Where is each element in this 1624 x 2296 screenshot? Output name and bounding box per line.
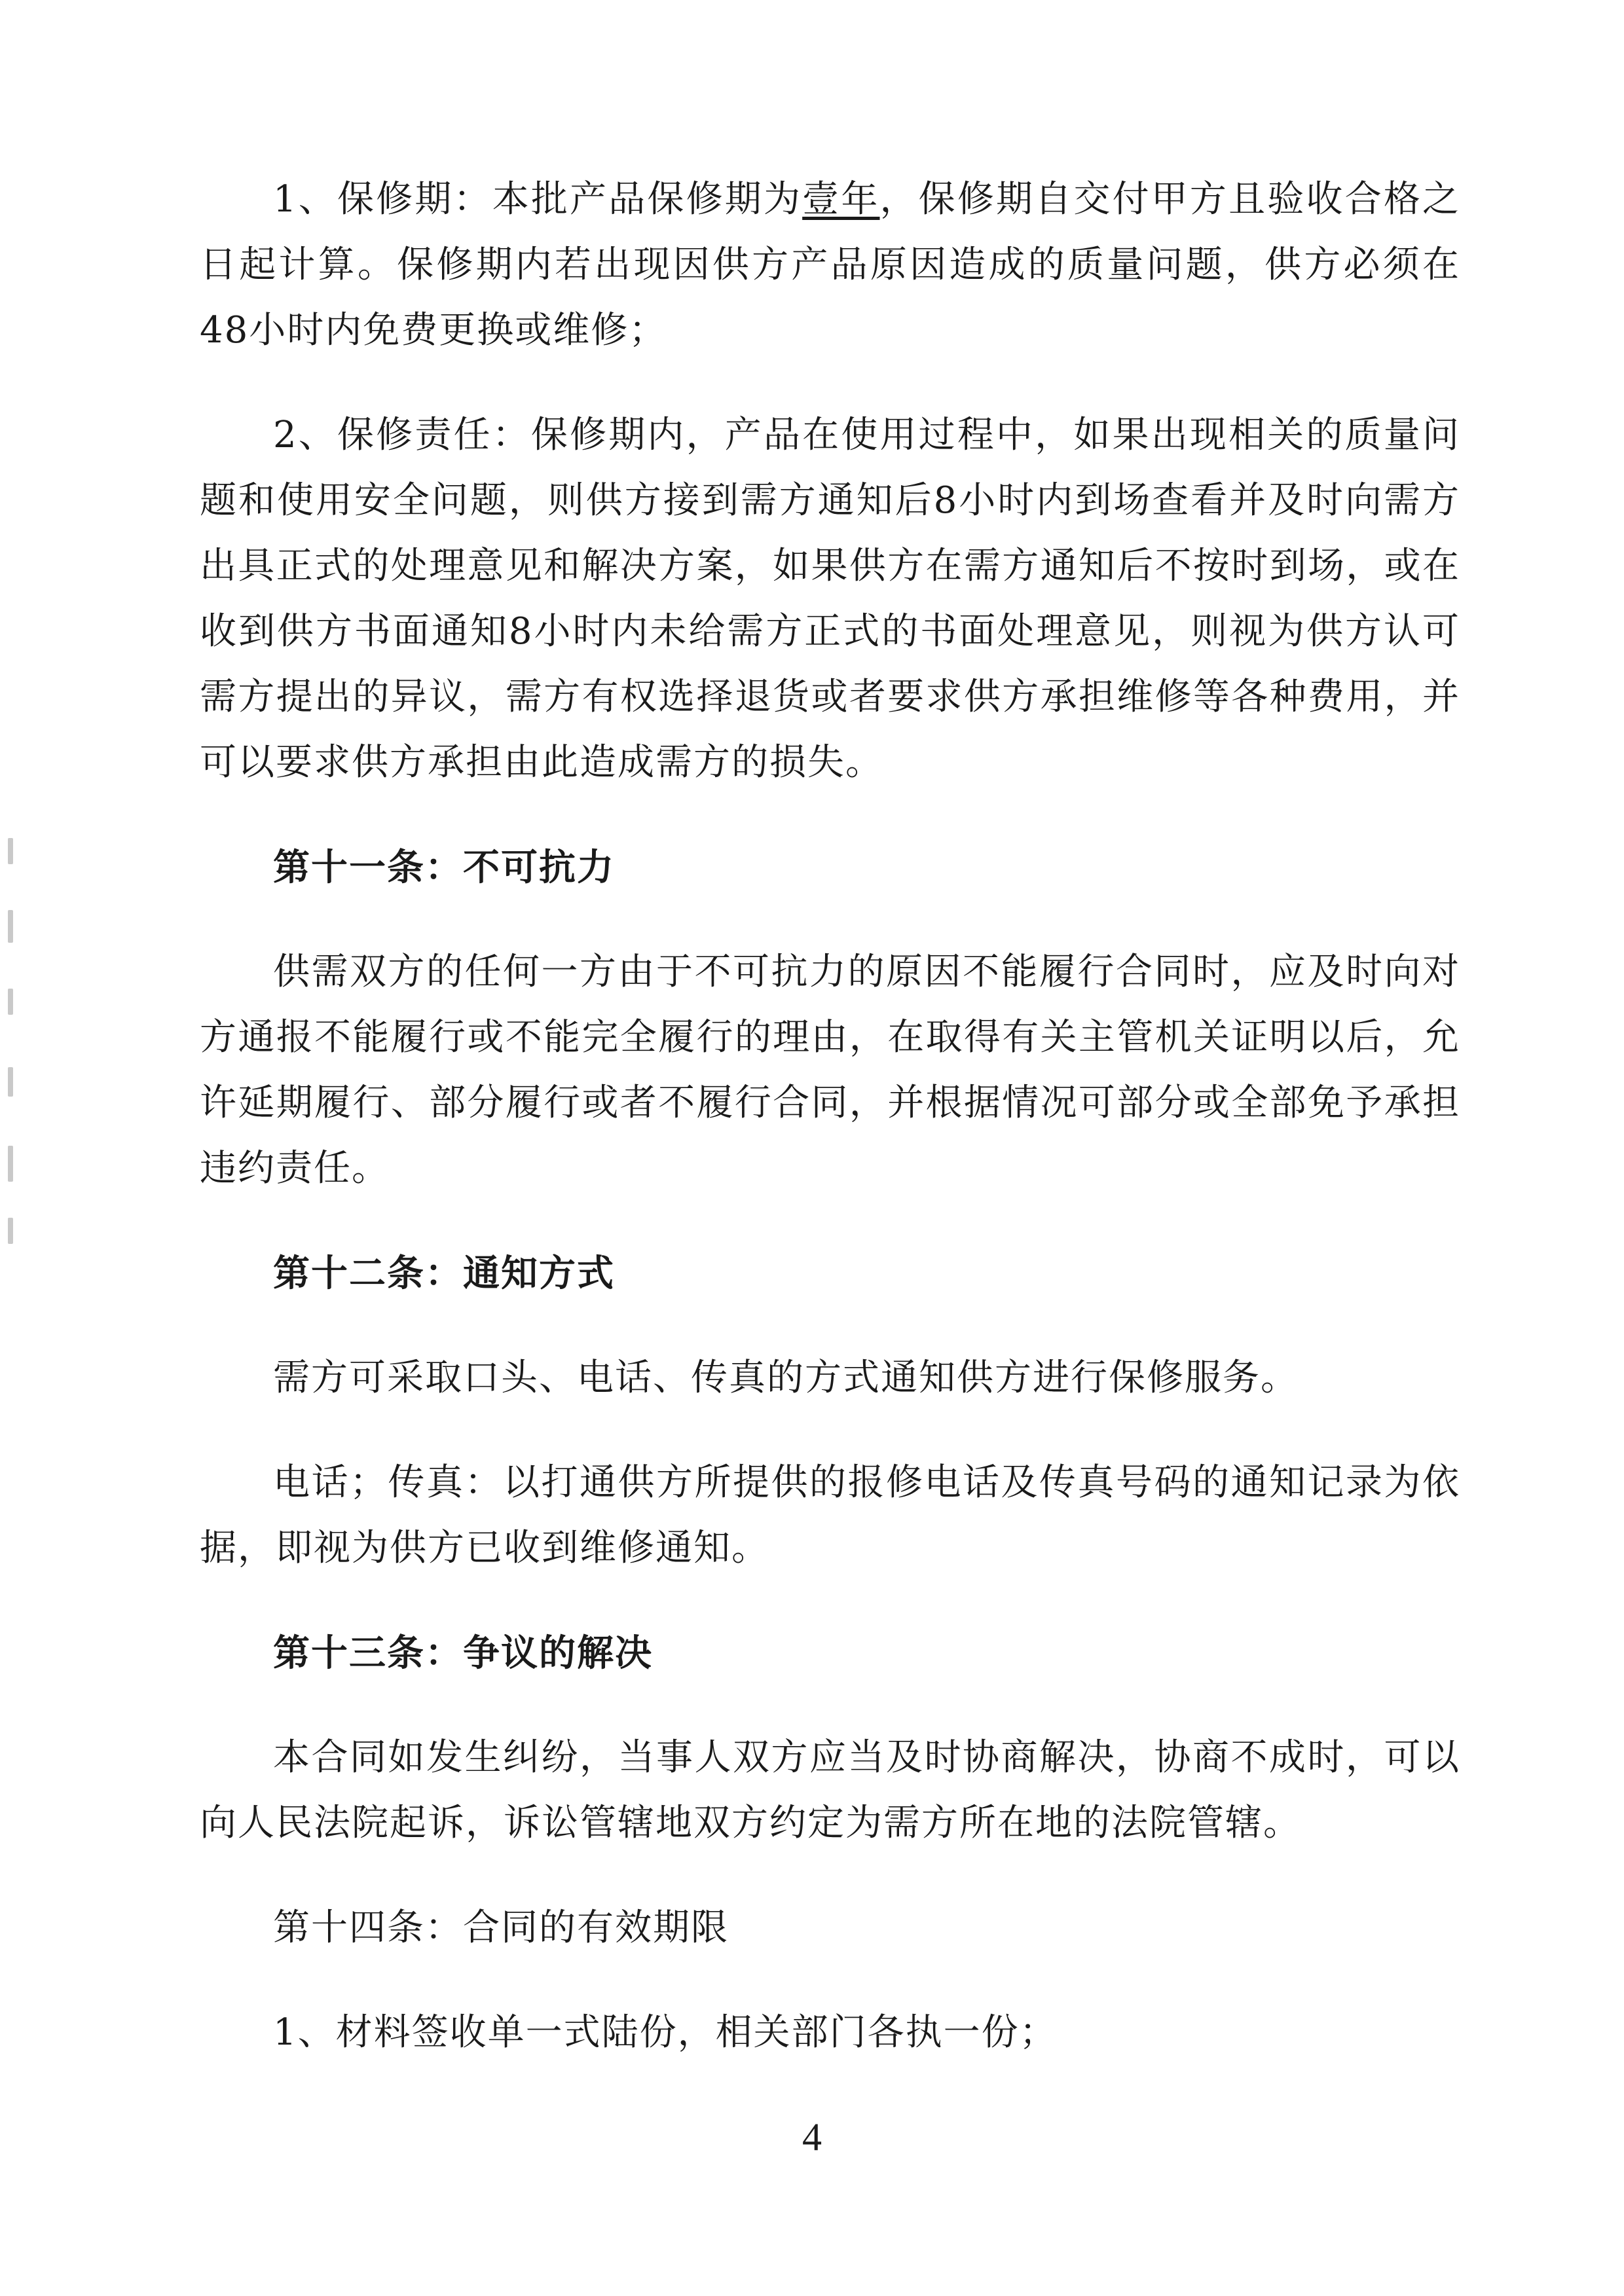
warranty-period-prefix: 1、保修期：本批产品保修期为	[273, 178, 803, 221]
article-12-body-notice: 需方可采取口头、电话、传真的方式通知供方进行保修服务。	[273, 1357, 1299, 1399]
article-11-heading: 第十一条：不可抗力	[273, 846, 615, 889]
article-13-body: 本合同如发生纠纷，当事人双方应当及时协商解决，协商不成时，可以向人民法院起诉，诉讼管辖地双方约定为需方所在地的法院管辖。	[200, 1736, 1460, 1844]
article-13-heading: 第十三条：争议的解决	[273, 1631, 653, 1675]
warranty-period-clause	[200, 167, 1460, 363]
article-14-item-1: 1、材料签收单一式陆份，相关部门各执一份；	[273, 2011, 1058, 2054]
article-12-heading: 第十二条：通知方式	[273, 1252, 615, 1295]
contract-body	[200, 167, 1460, 2066]
article-11-body: 供需双方的任何一方由于不可抗力的原因不能履行合同时，应及时向对方通报不能履行或不能完全履行的理由，在取得有关主管机关证明以后，允许延期履行、部分履行或者不履行合同，并根据情况可部分或全部免予承担违约责任。	[200, 951, 1460, 1190]
article-14-heading: 第十四条：合同的有效期限	[273, 1906, 729, 1949]
article-12-body-phone-fax: 电话；传真：以打通供方所提供的报修电话及传真号码的通知记录为依据，即视为供方已收到维修通知。	[200, 1461, 1460, 1569]
scan-edge-marks	[8, 838, 17, 1244]
warranty-responsibility-clause: 2、保修责任：保修期内，产品在使用过程中，如果出现相关的质量问题和使用安全问题，则供方接到需方通知后8小时内到场查看并及时向需方出具正式的处理意见和解决方案，如果供方在需方通知后不按时到场，或在收到供方书面通知8小时内未给需方正式的书面处理意见，则视为供方认可需方提出的异议，需方有权选择退货或者要求供方承担维修等各种费用，并可以要求供方承担由此造成需方的损失。	[200, 414, 1460, 784]
page-number: 4	[802, 2115, 822, 2159]
warranty-period-value: 壹年	[802, 178, 880, 221]
warranty-period-suffix: ，保修期自交付甲方且验收合格之日起计算。保修期内若出现因供方产品原因造成的质量问题，供方必须在48小时内免费更换或维修；	[200, 178, 1461, 352]
